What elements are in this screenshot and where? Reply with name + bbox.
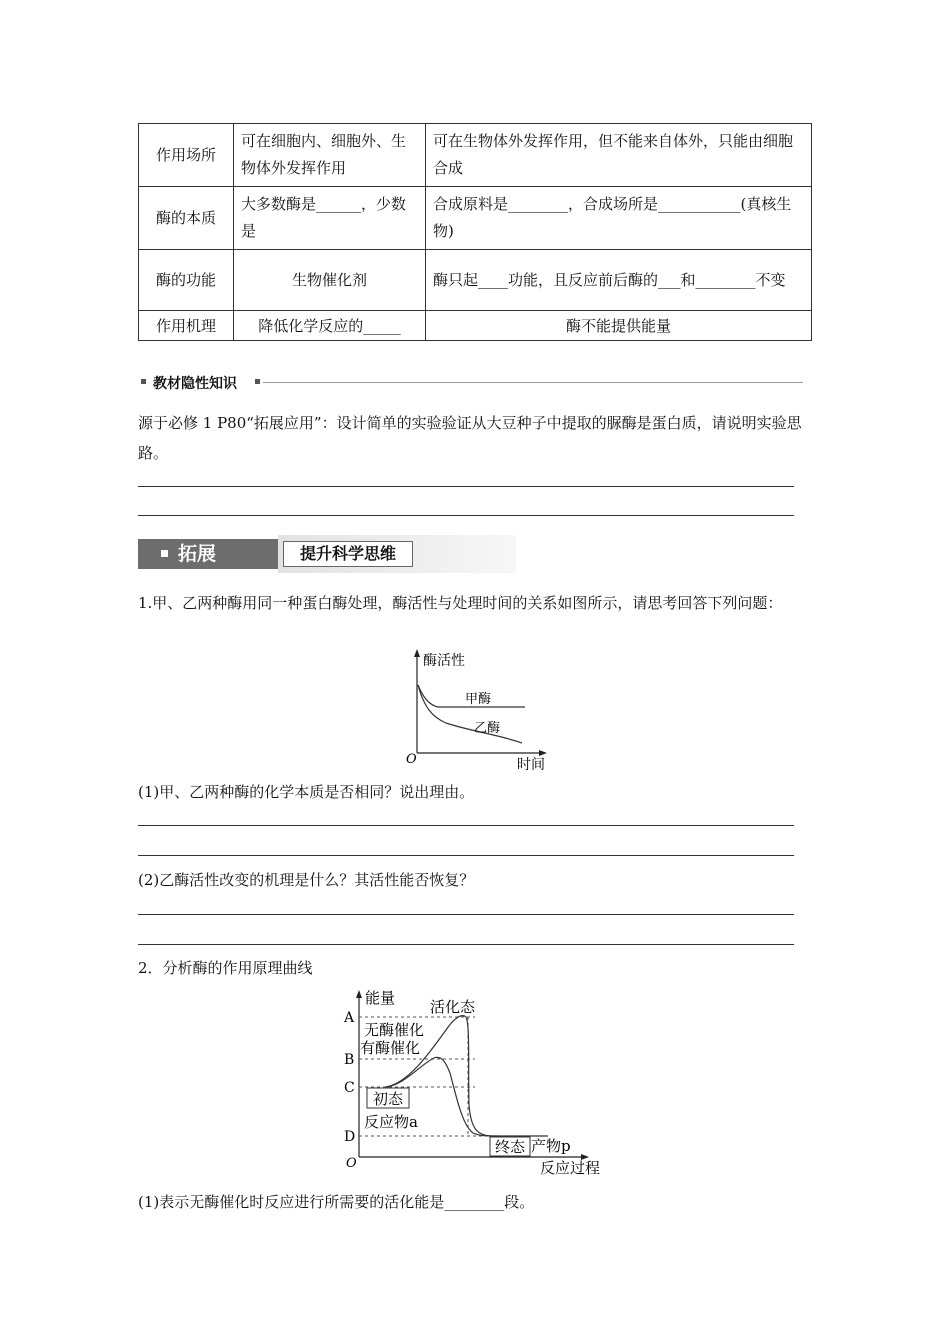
answer-line: [138, 944, 794, 945]
banner-bullet: [161, 550, 168, 557]
table-cell: 降低化学反应的_____: [234, 311, 426, 341]
origin-label: O: [406, 752, 417, 767]
curve-yi-label: 乙酶: [474, 721, 501, 736]
section-divider: [263, 382, 803, 383]
enzyme-comparison-table: [138, 123, 812, 341]
table-row: [139, 311, 812, 341]
with-enzyme-label: 有酶催化: [360, 1039, 421, 1057]
answer-line: [138, 515, 794, 516]
table-row: [139, 187, 812, 250]
activation-energy-chart: [338, 985, 608, 1180]
answer-line: [138, 486, 794, 487]
answer-line: [138, 855, 794, 856]
table-row: [139, 250, 812, 311]
product-label: 产物p: [531, 1137, 571, 1155]
activated-state-label: 活化态: [430, 998, 476, 1016]
enzyme-activity-chart: [380, 645, 555, 775]
answer-line: [138, 914, 794, 915]
table-cell: 可在生物体外发挥作用，但不能来自体外，只能由细胞合成: [426, 124, 812, 187]
y-axis-label: 能量: [365, 989, 396, 1007]
table-cell: 酶的本质: [139, 187, 234, 250]
level-label-b: B: [344, 1052, 355, 1068]
table-cell: 酶的功能: [139, 250, 234, 311]
question-2-stem: 2．分析酶的作用原理曲线: [138, 959, 313, 977]
x-axis-label: 反应过程: [540, 1159, 601, 1177]
question-1-sub-1: (1)甲、乙两种酶的化学本质是否相同？说出理由。: [138, 783, 475, 801]
question-1-stem: 1.甲、乙两种酶用同一种蛋白酶处理，酶活性与处理时间的关系如图所示，请思考回答下列问题：: [138, 594, 783, 612]
table-row: [139, 124, 812, 187]
hidden-knowledge-text: 源于必修 1 P80“拓展应用”：设计简单的实验验证从大豆种子中提取的脲酶是蛋白质，请说明实验思路。: [138, 414, 802, 462]
reactant-label: 反应物a: [364, 1113, 418, 1131]
table-cell: 作用机理: [139, 311, 234, 341]
level-label-a: A: [344, 1010, 355, 1026]
x-axis-label: 时间: [517, 757, 545, 773]
table-cell: 可在细胞内、细胞外、生物体外发挥作用: [234, 124, 426, 187]
curve-jia-label: 甲酶: [465, 692, 492, 707]
origin-label: O: [346, 1156, 357, 1171]
final-state-label: 终态: [495, 1138, 526, 1156]
banner-subtitle: 提升科学思维: [283, 541, 413, 567]
section-bullet: [255, 379, 260, 384]
banner-title: 拓展: [178, 543, 217, 565]
level-label-d: D: [344, 1129, 356, 1145]
table-cell: 作用场所: [139, 124, 234, 187]
initial-state-label: 初态: [373, 1090, 404, 1108]
question-1-sub-2: (2)乙酶活性改变的机理是什么？其活性能否恢复？: [138, 871, 475, 889]
section-bullet: [141, 379, 146, 384]
table-cell: 生物催化剂: [234, 250, 426, 311]
table-cell: 酶不能提供能量: [426, 311, 812, 341]
section-title: 教材隐性知识: [153, 376, 237, 392]
no-enzyme-label: 无酶催化: [364, 1021, 425, 1039]
level-label-c: C: [344, 1080, 355, 1096]
y-axis-label: 酶活性: [423, 653, 465, 669]
table-cell: 合成原料是________，合成场所是___________(真核生物): [426, 187, 812, 250]
table-cell: 大多数酶是______，少数是: [234, 187, 426, 250]
question-2-sub-1: (1)表示无酶催化时反应进行所需要的活化能是________段。: [138, 1193, 535, 1211]
answer-line: [138, 825, 794, 826]
table-cell: 酶只起____功能，且反应前后酶的___和________不变: [426, 250, 812, 311]
